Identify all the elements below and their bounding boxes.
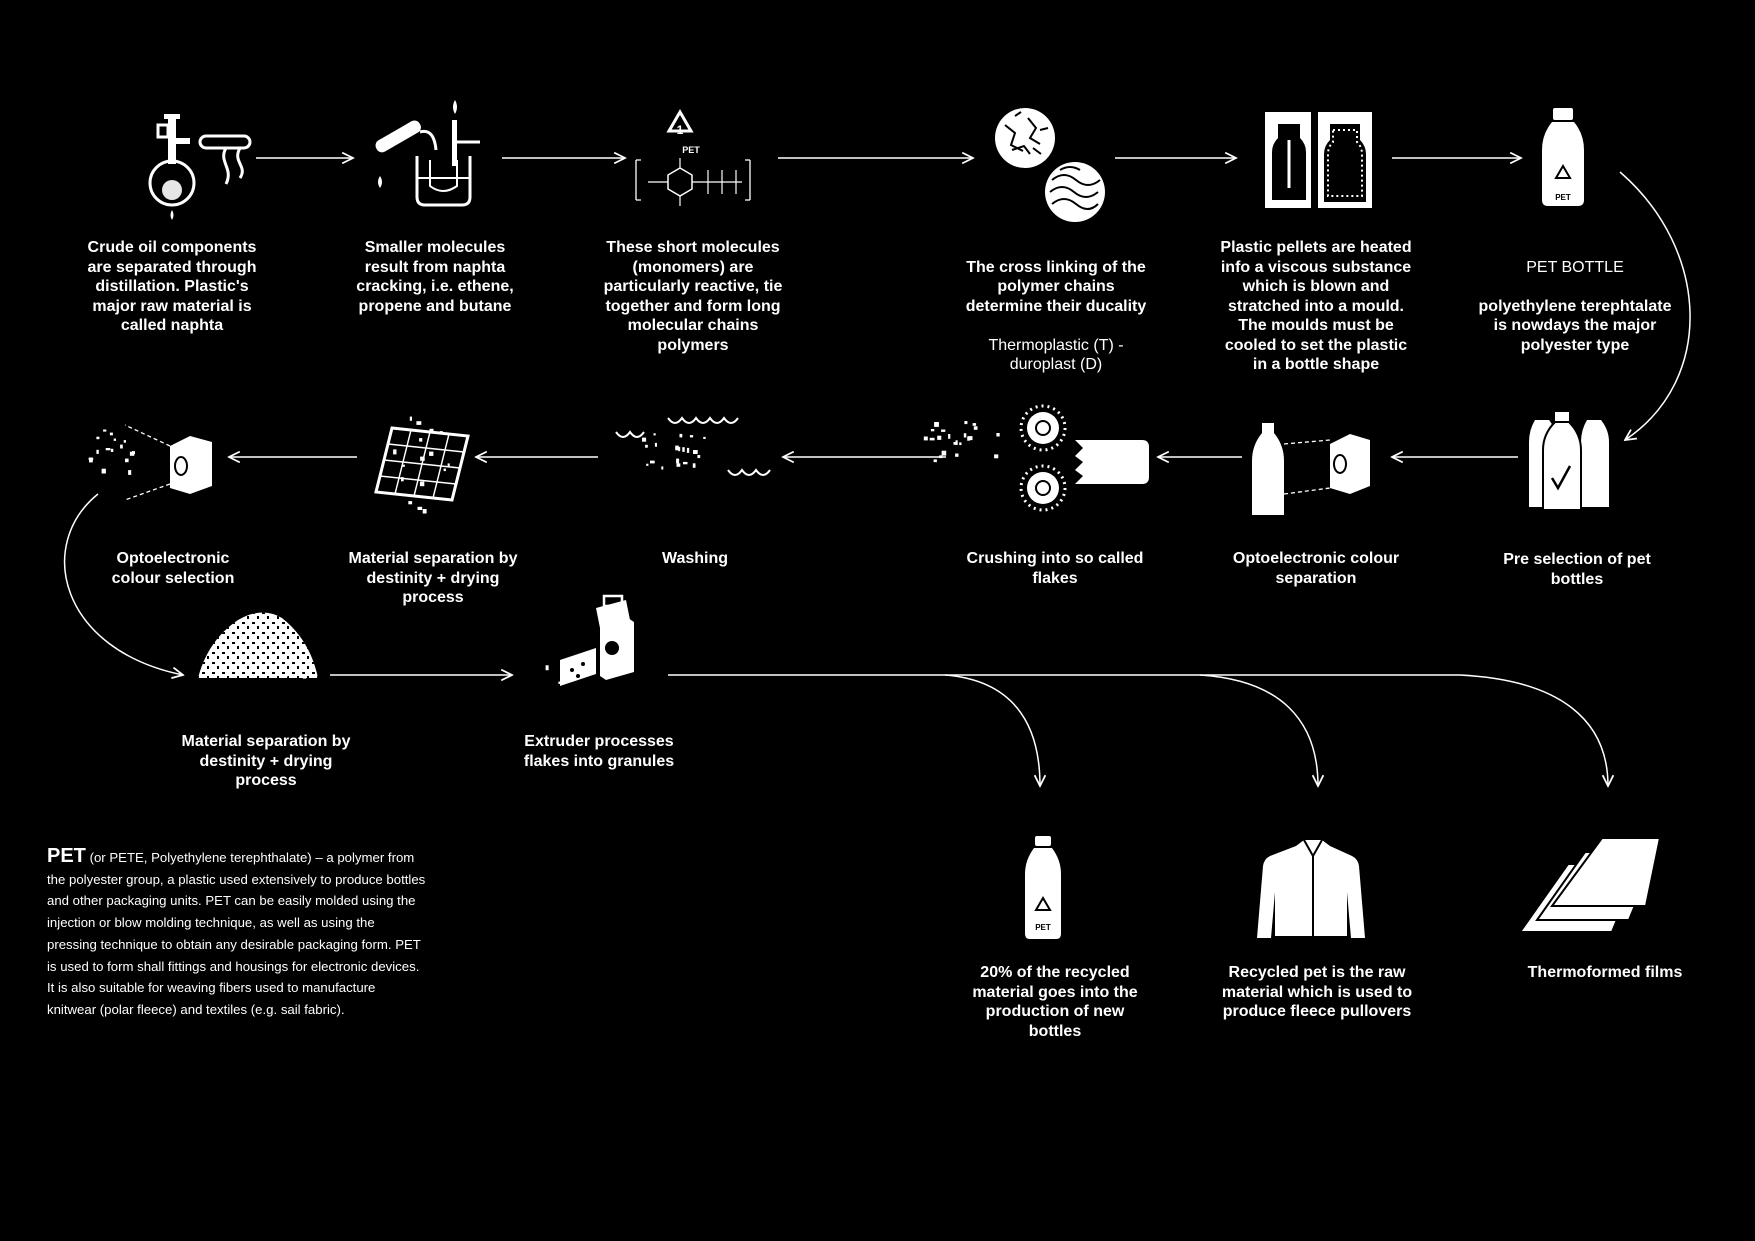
bottle-group-check-icon [1529,412,1609,510]
flake-particle [558,682,561,684]
recycled-bottle-icon [1025,836,1061,939]
pet-bottle-heading: PET BOTTLE [1526,258,1624,276]
flake-particle [124,440,126,443]
pet-term: PET [47,845,86,867]
flake-particle [994,454,998,458]
flake-particle [110,433,113,436]
step-label-pre-selection: Pre selection of pet bottles [1503,551,1651,588]
flake-particle [697,455,700,458]
step-label-cross-linking-bold: The cross linking of the polymer chains determine their ducality [965,258,1147,315]
flake-particle [968,436,972,440]
crusher-gears-icon [1021,406,1149,510]
pet-monomer-structure-icon [636,112,750,206]
flake-particle [693,450,698,454]
output-label-fleece: Recycled pet is the raw material which is used to produce fleece pullovers [1221,964,1413,1020]
step-label-blow-mould: Plastic pellets are heated info a viscous substance which is blown and stratched into a mould. The moulds must be cooled to set the plastic in a bottle shape [1220,239,1412,373]
flake-particle [96,437,99,440]
flake-particle [645,445,648,448]
arrow-s14-s15 [668,675,1040,786]
flake-particle [120,445,123,449]
flake-particle [111,449,113,452]
flake-particle [930,438,935,441]
flake-particle [430,429,434,432]
flake-particle [941,430,945,432]
flake-particle [934,459,937,462]
flake-particle [292,675,296,678]
optical-sensor-flakes-icon [125,425,212,500]
svg-text:PET: PET [682,145,700,155]
flake-particle [408,501,412,504]
flake-particle [444,469,446,472]
step-label-colour-selection: Optoelectronic colour selection [111,550,235,587]
flake-particle [677,463,681,466]
flake-particle [996,433,999,437]
blow-mould-icon [1265,112,1372,208]
pet-bottle-icon [1542,108,1584,206]
flake-particle [676,459,679,464]
thermoformed-films-icon [1520,838,1660,932]
fleece-pullover-icon [1257,840,1365,938]
flake-particle [546,665,549,670]
flake-particle [964,433,967,437]
flake-particle [964,421,967,424]
flake-particle [959,442,961,445]
flake-particle [954,442,958,445]
flake-particle [132,451,135,454]
flake-particle [955,454,958,457]
flake-particle [393,449,396,454]
distillation-flask-icon [150,114,250,220]
svg-text:PET: PET [1035,923,1051,932]
polymer-chain-circles-icon [995,108,1105,222]
flake-particle [114,439,116,441]
flake-particle [690,435,693,437]
cracking-apparatus-icon [373,100,480,205]
pet-definition-note [47,846,427,1021]
flake-particle [680,434,683,438]
flake-particle [429,452,433,456]
output-label-new-bottles: 20% of the recycled material goes into the production of new bottles [972,964,1138,1040]
flake-particle [646,464,648,466]
step-label-separation-drying: Material separation by destinity + drying process [348,550,518,606]
flake-particle [410,417,412,421]
flake-particle [96,450,98,454]
output-label-films: Thermoformed films [1527,964,1683,981]
flake-particle [572,665,575,668]
flake-particle [106,448,111,450]
pet-definition-text: (or PETE, Polyethylene terephthalate) – a polymer from the polyester group, a plastic used extensively to produce bottles and other packaging units. PET can be easily molded using the injection or blow molding technique, as well as using the pressing technique to obtain any desirable packaging form. PET is used to form shall fittings and housings for electronic devices. It is also suitable for weaving fibers used to manufacture knitwear (polar fleece) and textiles (e.g. sail fabric). [47,850,426,1017]
arrow-s14-s17 [1200,675,1608,786]
flake-particle [939,455,942,458]
flake-particle [284,675,287,677]
flake-particle [303,676,307,678]
flake-particle [931,429,934,431]
flake-particle [974,426,978,430]
step-label-separation-drying-2: Material separation by destinity + drying process [181,733,351,789]
svg-text:PET: PET [1555,193,1571,202]
flake-particle [948,434,950,439]
flake-particle [102,469,106,474]
flake-particle [693,463,696,468]
flake-particle [650,461,655,464]
flake-particle [655,443,657,447]
flake-particle [448,463,450,466]
flake-particle [402,465,405,467]
flake-particle [937,436,941,440]
flake-particle [418,507,423,510]
flake-particle [419,438,422,442]
flake-particle [675,446,679,451]
svg-text:1: 1 [676,123,684,137]
bottle-optical-sensor-icon [1252,423,1370,515]
flake-particle [683,462,688,464]
flake-particle [416,421,421,425]
flake-particle [420,482,424,487]
flake-particle [420,457,425,461]
flake-particle [440,431,443,434]
flake-particle [654,433,656,435]
step-label-cross-linking-normal: Thermoplastic (T) - duroplast (D) [988,336,1124,373]
arrow-s14-s16 [945,675,1318,786]
flake-pile-icon [198,612,318,678]
step-label-pet-bottle [1466,238,1684,375]
step-label-cracking: Smaller molecules result from naphta cracking, i.e. ethene, propene and butane [356,239,514,315]
flake-particle [125,459,129,463]
flake-particle [924,437,928,441]
step-label-crushing: Crushing into so called flakes [966,550,1144,587]
flake-particle [570,674,574,676]
flake-particle [703,437,706,439]
flake-particle [661,466,663,469]
flake-particle [103,430,106,432]
flake-particle [642,438,646,442]
flake-particle [942,451,947,456]
step-label-extruder: Extruder processes flakes into granules [523,733,675,770]
flake-particle [299,672,302,675]
step-label-colour-separation: Optoelectronic colour separation [1232,550,1400,587]
flake-particle [973,423,977,426]
pet-bottle-description: polyethylene terephtalate is nowdays the major polyester type [1478,297,1672,354]
step-label-washing: Washing [661,550,729,567]
extruder-icon [560,596,634,686]
flake-particle [89,458,93,463]
step-label-monomers: These short molecules (monomers) are particularly reactive, tie together and form long molecular chains polymers [603,239,783,354]
flake-particle [687,448,689,453]
flake-particle [423,509,427,514]
step-label-distillation: Crude oil components are separated through distillation. Plastic's major raw material is called naphta [87,239,257,334]
flake-particle [682,447,684,452]
step-label-cross-linking [950,238,1162,394]
flake-particle [401,477,404,481]
flake-particle [934,422,939,427]
flake-particle [128,470,131,475]
